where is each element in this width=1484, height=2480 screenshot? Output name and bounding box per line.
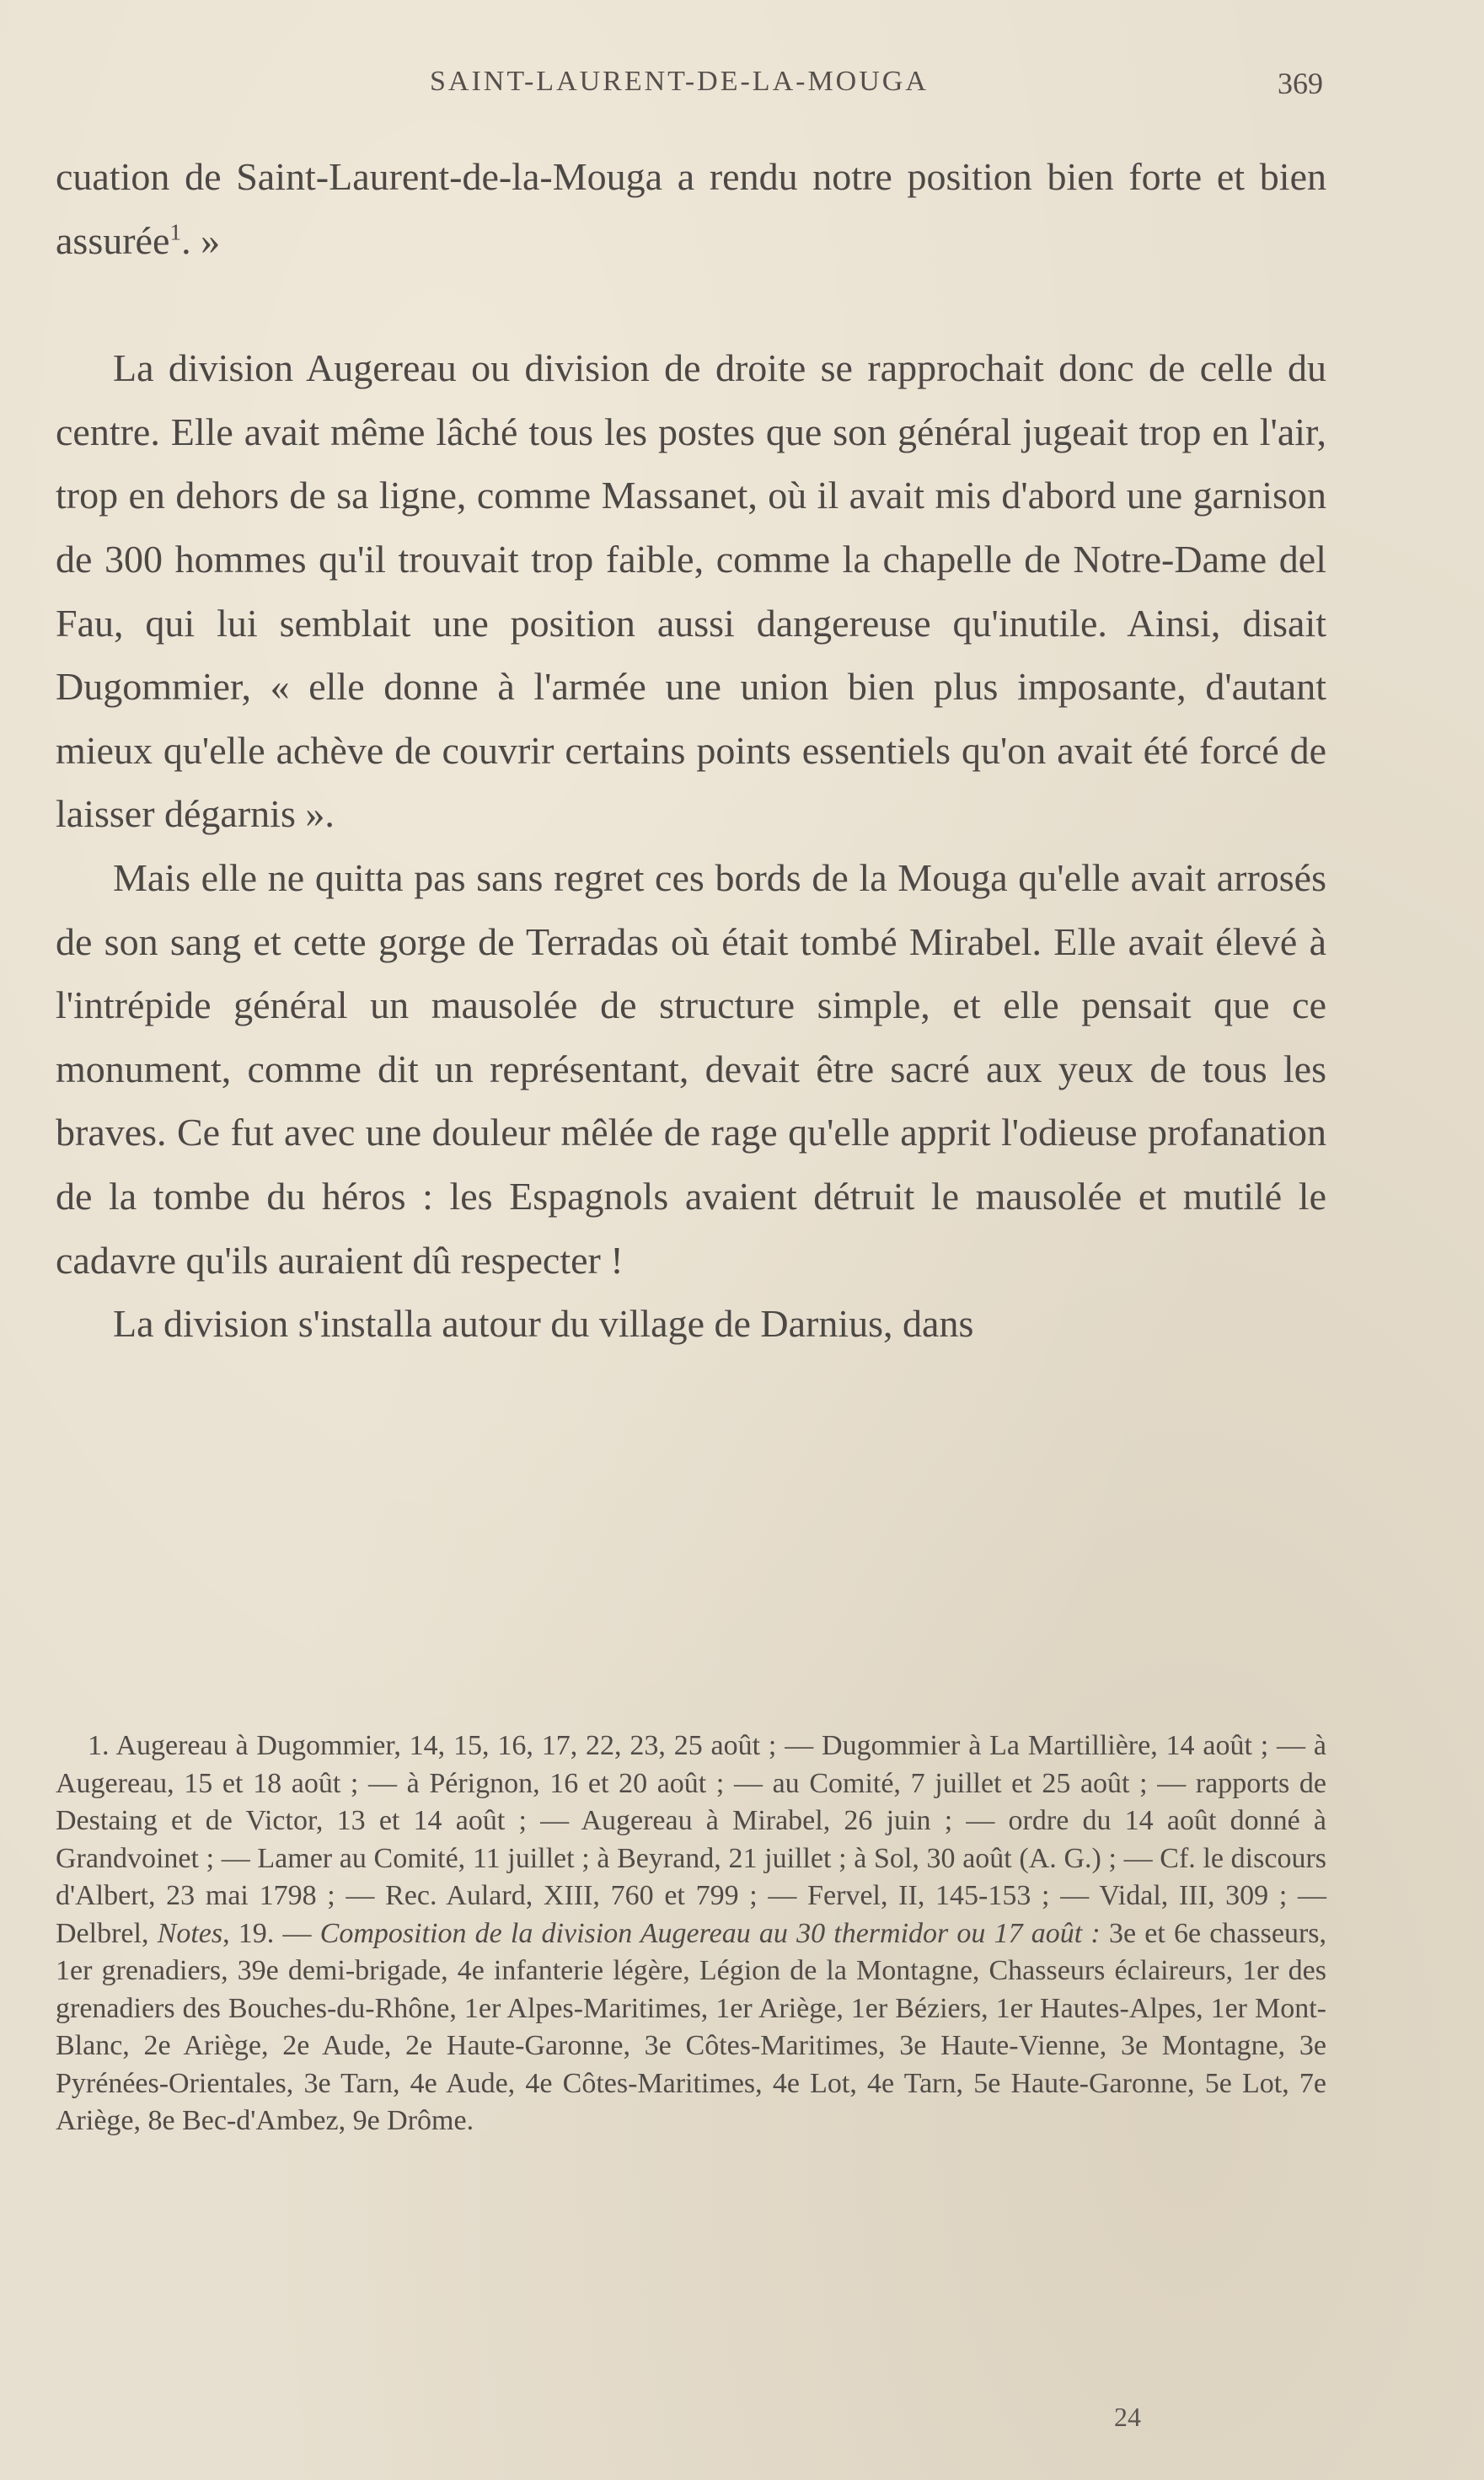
footnote-composition-list: 3e et 6e chasseurs, 1er grenadiers, 39e demi-brigade, 4e infanterie légère, Légion de la Montagne, Chasseurs éclaireurs, 1er des grenadiers des Bouches-du-Rhône, 1er Alpes-Maritimes, 1er Ariège, 1er Béziers, 1er Hautes-Alpes, 1er Mont-Blanc, 2e Ariège, 2e Aude, 2e Haute-Garonne, 3e Côtes-Maritimes, 3e Haute-Vienne, 3e Montagne, 3e Pyrénées-Orientales, 3e Tarn, 4e Aude, 4e Côtes-Maritimes, 4e Lot, 4e Tarn, 5e Haute-Garonne, 5e Lot, 7e Ariège, 8e Bec-d'Ambez, 9e Drôme. [56,1917,1327,2136]
paragraph-continuation [56,145,1326,272]
paragraph-1-end: . » [181,218,221,262]
paragraph-2: La division Augereau ou division de droite se rapprochait donc de celle du centre. Elle avait même lâché tous les postes que son général jugeait trop en l'air, trop en dehors de sa ligne, comme Massanet, où il avait mis d'abord une garnison de 300 hommes qu'il trouvait trop faible, comme la chapelle de Notre-Dame del Fau, qui lui semblait une position aussi dangereuse qu'inutile. Ainsi, disait Dugommier, « elle donne à l'armée une union bien plus imposante, d'autant mieux qu'elle achève de couvrir certains points essentiels qu'on avait été forcé de laisser dégarnis ». [56,346,1326,836]
page-header [0,66,1484,108]
paragraph-3: Mais elle ne quitta pas sans regret ces bords de la Mouga qu'elle avait arrosés de son sang et cette gorge de Terradas où était tombé Mirabel. Elle avait élevé à l'intrépide général un mausolée de structure simple, et elle pensait que ce monument, comme dit un représentant, devait être sacré aux yeux de tous les braves. Ce fut avec une douleur mêlée de rage qu'elle apprit l'odieuse profanation de la tombe du héros : les Espagnols avaient détruit le mausolée et mutilé le cadavre qu'ils auraient dû respecter ! [56,855,1326,1282]
footnote-composition-title: Composition de la division Augereau au 30 thermidor ou 17 août : [319,1917,1101,1949]
paragraph-4: La division s'installa autour du village de Darnius, dans [113,1302,974,1346]
main-text [56,145,1326,1356]
footnote-reference: 1 [169,218,182,245]
running-title: SAINT-LAURENT-DE-LA-MOUGA [430,66,929,97]
footnote-1 [56,1727,1326,2140]
printer-signature: 24 [1114,2402,1141,2432]
footnote-sources: Augereau à Dugommier, 14, 15, 16, 17, 22, 23, 25 août ; — Dugommier à La Martillière, 14 août ; — à Augereau, 15 et 18 août ; — à Pérignon, 16 et 20 août ; — au Comité, 7 juillet et 25 août ; — rapports de Destaing et de Victor, 13 et 14 août ; — Augereau à Mirabel, 26 juin ; — ordre du 14 août donné à Grandvoinet ; — Lamer au Comité, 11 juillet ; à Beyrand, 21 juillet ; à Sol, 30 août (A. G.) ; — Cf. le discours d'Albert, 23 mai 1798 ; — Rec. Aulard, XIII, 760 et 799 ; — Fervel, II, 145-153 ; — Vidal, III, 309 ; — Delbrel, [56,1730,1326,1949]
paragraph-1-text: cuation de Saint-Laurent-de-la-Mouga a rendu notre position bien forte et bien assurée [56,155,1326,262]
footnote-number: 1. [88,1730,110,1761]
footnotes [56,1727,1326,2140]
footnote-separator: , 19. — [222,1917,320,1949]
footnote-notes-title: Notes [157,1917,223,1949]
page-number: 369 [1278,67,1323,100]
